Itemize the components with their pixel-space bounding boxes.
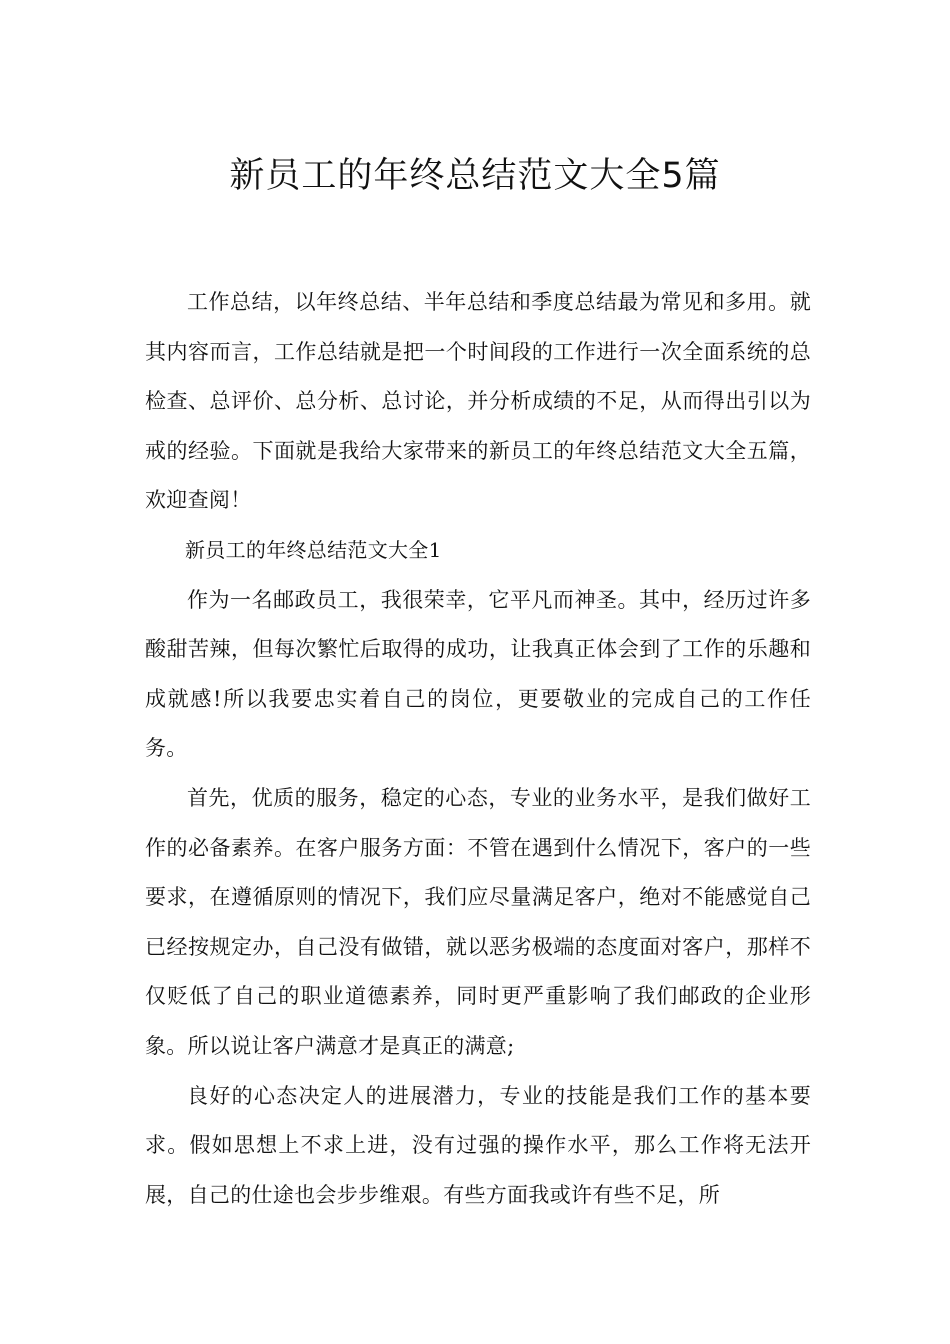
intro-paragraph: 工作总结，以年终总结、半年总结和季度总结最为常见和多用。就其内容而言，工作总结就是把一个时间段的工作进行一次全面系统的总检查、总评价、总分析、总讨论，并分析成绩的不足，从而得出引以为戒的经验。下面就是我给大家带来的新员工的年终总结范文大全五篇，欢迎查阅！ [145, 290, 811, 513]
document-body [145, 278, 811, 1220]
body-paragraph-3: 良好的心态决定人的进展潜力，专业的技能是我们工作的基本要求。假如思想上不求上进，没有过强的操作水平，那么工作将无法开展，自己的仕途也会步步维艰。有些方面我或许有些不足，所 [145, 1083, 811, 1207]
section-heading-1: 新员工的年终总结范文大全1 [185, 537, 442, 562]
body-paragraph-1: 作为一名邮政员工，我很荣幸，它平凡而神圣。其中，经历过许多酸甜苦辣，但每次繁忙后取得的成功，让我真正体会到了工作的乐趣和成就感!所以我要忠实着自己的岗位，更要敬业的完成自己的工作任务。 [145, 587, 811, 761]
body-paragraph-2: 首先，优质的服务，稳定的心态，专业的业务水平，是我们做好工作的必备素养。在客户服务方面：不管在遇到什么情况下，客户的一些要求，在遵循原则的情况下，我们应尽量满足客户，绝对不能感觉自己已经按规定办，自己没有做错，就以恶劣极端的态度面对客户，那样不仅贬低了自己的职业道德素养，同时更严重影响了我们邮政的企业形象。所以说让客户满意才是真正的满意; [145, 785, 811, 1058]
document-title: 新员工的年终总结范文大全5篇 [229, 156, 721, 197]
